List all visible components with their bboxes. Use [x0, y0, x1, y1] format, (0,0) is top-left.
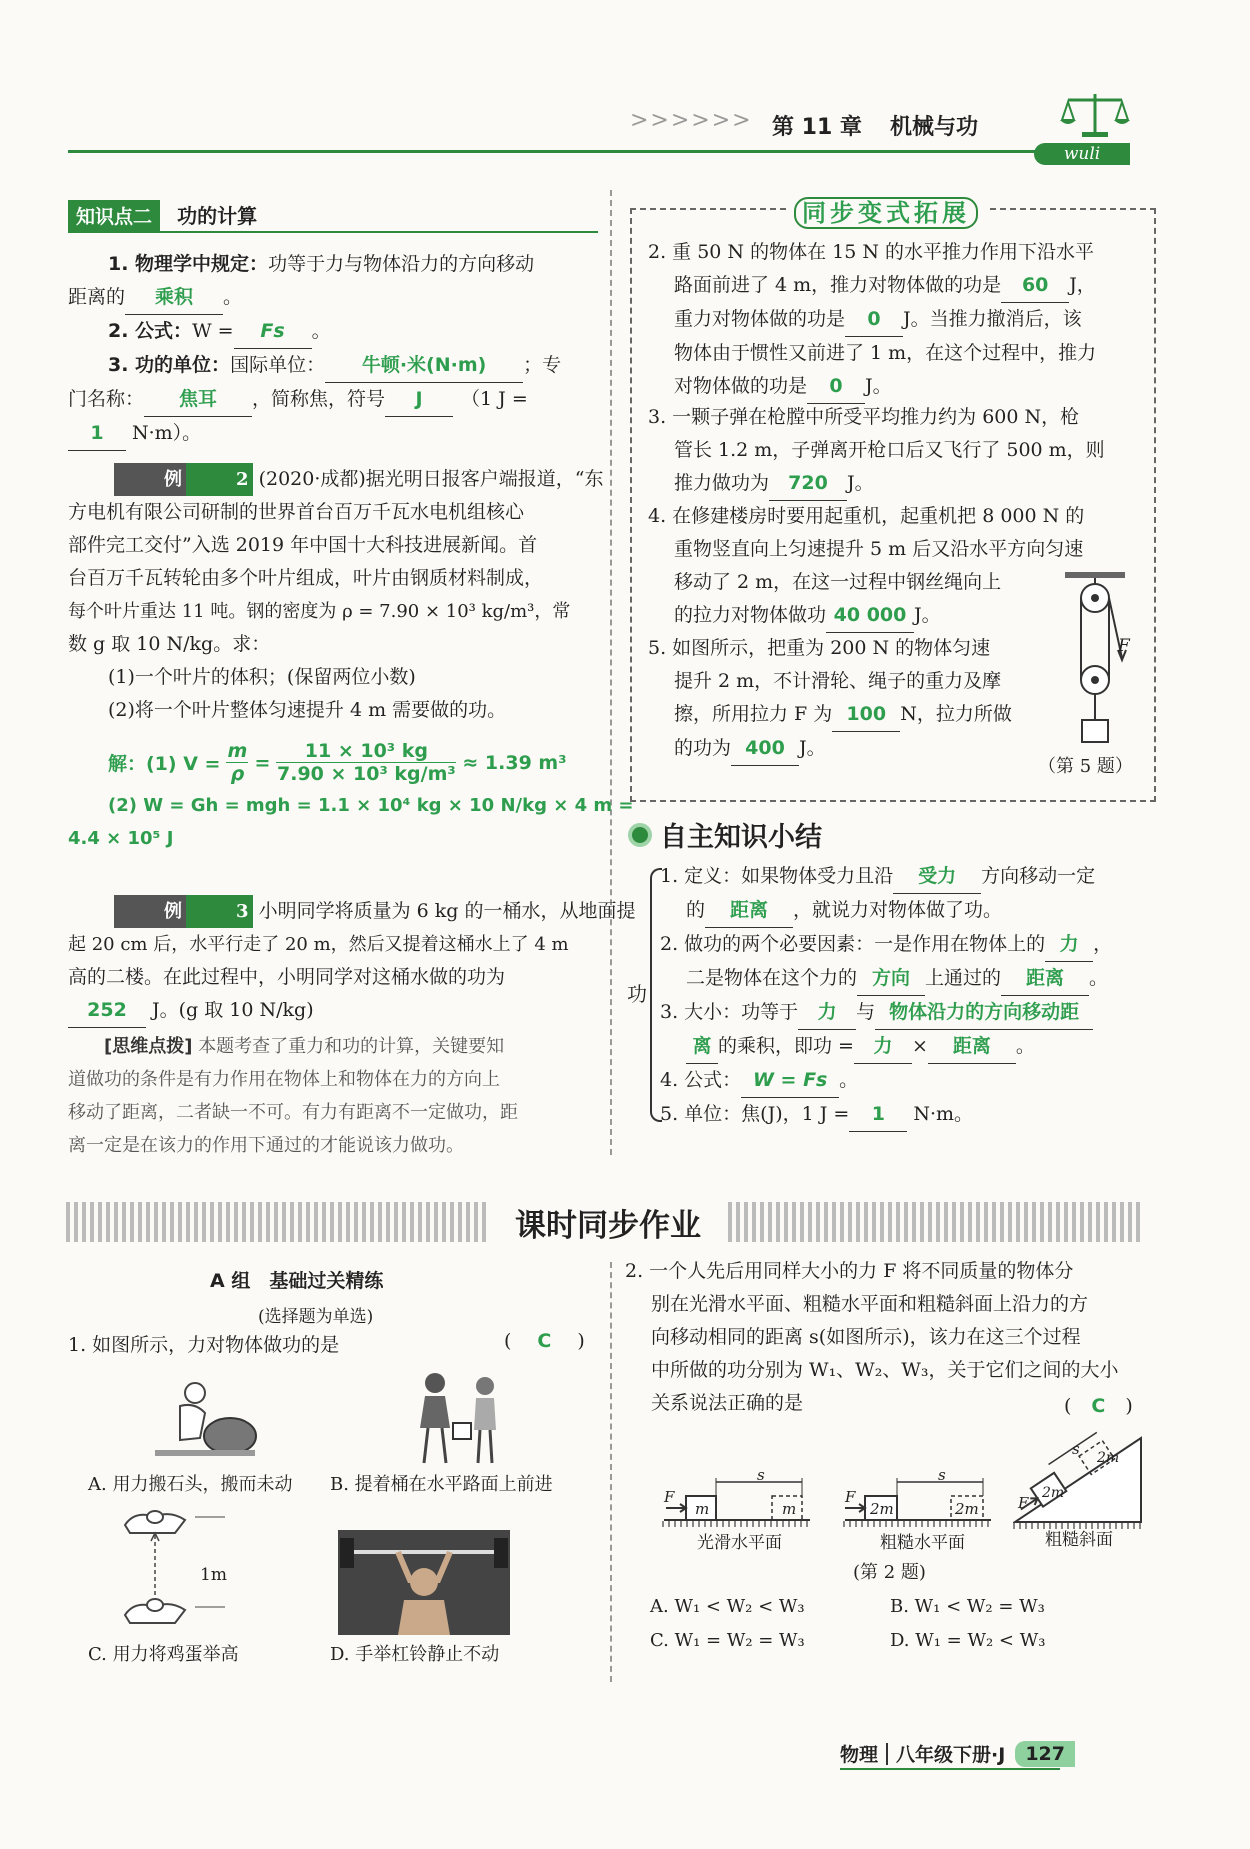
example-2 [68, 463, 604, 727]
example-number: 2 [186, 463, 253, 496]
summary-answer: 受力 [893, 860, 981, 894]
q4-answer: 40 000 [826, 599, 914, 633]
p2-answer: Fs [234, 315, 312, 349]
q2-fig1-s: s [757, 1466, 765, 1484]
ex3-line: 高的二楼。在此过程中，小明同学对这桶水做的功为 [68, 966, 506, 988]
summary-answer: W = Fs [741, 1064, 839, 1098]
column-divider [610, 190, 612, 1155]
sol1-pre: 解：(1) V = [108, 753, 221, 775]
thinking-tip [68, 1030, 598, 1162]
q4-line: 的拉力对物体做功 [674, 604, 827, 626]
summary-answer: 力 [854, 1030, 912, 1064]
ex3-line: 起 20 cm 后，水平行走了 20 m，然后又提着这桶水上了 4 m [68, 934, 569, 955]
q2-fig1-m2: m [782, 1500, 797, 1518]
p3-answer2: 焦耳 [144, 383, 252, 417]
summary-text: 1. 定义：如果物体受力且沿 [660, 865, 894, 887]
footer [840, 1740, 1075, 1767]
homework-divider [610, 1262, 612, 1682]
paren-right: ) [1125, 1395, 1133, 1417]
tip-line: 本题考查了重力和功的计算，关键要知 [198, 1036, 505, 1057]
ex2-line: (1)一个叶片的体积；(保留两位小数) [108, 666, 416, 688]
q2-answer2: 0 [845, 303, 903, 337]
hw-q2-answer-slot [1064, 1395, 1133, 1417]
q1-option-c: C. 用力将鸡蛋举高 [88, 1644, 239, 1665]
q2-line-end: J， [1069, 274, 1096, 296]
hw-q2-line: 别在光滑水平面、粗糙水平面和粗糙斜面上沿力的方 [651, 1293, 1089, 1315]
ex2-line: 方电机有限公司研制的世界首台百万千瓦水电机组核心 [68, 501, 525, 523]
q3-line: 3. 一颗子弹在枪膛中所受平均推力约为 600 N，枪 [648, 406, 1080, 428]
q1-option-a: A. 用力搬石头，搬而未动 [88, 1474, 293, 1495]
summary-text: ，就说力对物体做了功。 [793, 899, 1003, 921]
q2-fig2-label: 粗糙水平面 [880, 1533, 965, 1553]
q2-line: 物体由于惯性又前进了 1 m，在这个过程中，推力 [674, 342, 1097, 364]
summary-text: 。 [1089, 967, 1109, 989]
q2-caption: (第 2 题) [853, 1562, 926, 1583]
paren-left: ( [1064, 1395, 1072, 1417]
q2-fig3-2m-b: 2m [1097, 1450, 1120, 1466]
p3-answer1: 牛顿·米(N·m) [325, 349, 523, 383]
variant-q3 [648, 401, 1148, 501]
q5-caption: （第 5 题） [1038, 756, 1133, 777]
ex3-answer: 252 [68, 994, 146, 1028]
summary-icon [628, 823, 652, 847]
tip-line: 移动了距离，二者缺一不可。有力有距离不一定做功，距 [68, 1102, 518, 1123]
example-label: 例 [114, 895, 186, 928]
summary-text: 4. 公式： [660, 1069, 742, 1091]
variant-q5 [648, 632, 1068, 766]
frac1-top: m [227, 740, 248, 762]
summary-text: ， [1093, 933, 1113, 955]
summary-text: 与 [856, 1001, 876, 1023]
summary-text: 。 [1015, 1035, 1035, 1057]
group-a-title: A 组 基础过关精练 [210, 1270, 384, 1292]
q2-fig1-label: 光滑水平面 [697, 1533, 782, 1553]
p3-answer4: 1 [68, 417, 126, 451]
header-rule [68, 150, 1068, 153]
summary-answer: 物体沿力的方向移动距 [875, 996, 1093, 1030]
p3-lead: 3. 功的单位： [108, 354, 231, 376]
p1-lead: 1. 物理学中规定： [108, 253, 269, 275]
tip-label: [思维点拨] [104, 1036, 193, 1057]
summary-heading [628, 815, 822, 854]
q2-option-c: C. W₁ = W₂ = W₃ [650, 1630, 805, 1651]
sol1-result: ≈ 1.39 m³ [462, 751, 567, 774]
frac2-bot: 7.90 × 10³ kg/m³ [277, 763, 456, 785]
variant-title-text: 同步变式拓展 [794, 197, 978, 229]
p2-end: 。 [311, 320, 331, 342]
ex2-solution-2b: 4.4 × 10⁵ J [68, 828, 174, 849]
header-title: 机械与功 [890, 115, 979, 140]
frac2 [276, 740, 456, 785]
q2-line-end: J。当推力撤消后，该 [903, 308, 1082, 330]
frac1-bot: ρ [230, 763, 245, 785]
p3-l3: N·m）。 [132, 422, 202, 444]
q4-line-end: J。 [914, 604, 941, 626]
hw-q2-line: 向移动相同的距离 s(如图所示)，该力在这三个过程 [651, 1326, 1081, 1348]
pulley-figure [1060, 570, 1140, 754]
q2-fig2-2m: 2m [870, 1500, 894, 1518]
q3-answer: 720 [769, 467, 847, 501]
example-3 [68, 895, 636, 1028]
q2-line-end: J。 [865, 375, 892, 397]
knowledge-points [68, 248, 598, 451]
q2-line: 2. 重 50 N 的物体在 15 N 的水平推力作用下沿水平 [648, 241, 1095, 263]
p1-answer: 乘积 [125, 281, 223, 315]
header-chevrons: >>>>>> [630, 108, 753, 133]
q2-option-d: D. W₁ = W₂ < W₃ [890, 1630, 1046, 1651]
q1-fig-d [338, 1530, 510, 1635]
q4-line: 移动了 2 m，在这一过程中钢丝绳向上 [674, 571, 1002, 593]
summary-answer: 力 [798, 996, 856, 1030]
q2-fig1-m: m [695, 1500, 710, 1518]
section-heading [68, 200, 598, 233]
ex2-line: 数 g 取 10 N/kg。求： [68, 633, 271, 655]
ex2-line: (2)将一个叶片整体匀速提升 4 m 需要做的功。 [108, 699, 507, 721]
tip-line: 道做功的条件是有力作用在物体上和物体在力的方向上 [68, 1069, 500, 1090]
summary-text: N·m。 [913, 1103, 974, 1125]
summary-answer: 距离 [1001, 962, 1089, 996]
footer-page: 127 [1015, 1741, 1075, 1767]
hw-q2-line: 2. 一个人先后用同样大小的力 F 将不同质量的物体分 [625, 1260, 1074, 1282]
q1-fig-a [150, 1378, 260, 1462]
q2-line: 对物体做的功是 [674, 375, 808, 397]
banner-stripes-right [728, 1202, 1144, 1242]
hw-q2-answer: C [1091, 1395, 1106, 1417]
ex2-line: 每个叶片重达 11 吨。钢的密度为 ρ = 7.90 × 10³ kg/m³，常 [68, 601, 571, 622]
hw-q2-line: 关系说法正确的是 [651, 1392, 804, 1414]
ex2-line: (2020·成都)据光明日报客户端报道，“东 [258, 468, 604, 490]
variant-box-title [786, 193, 986, 228]
q3-line: 管长 1.2 m，子弹离开枪口后又飞行了 500 m，则 [674, 439, 1105, 461]
q5-line: 提升 2 m，不计滑轮、绳子的重力及摩 [674, 670, 1002, 692]
section-title: 功的计算 [177, 204, 258, 228]
footer-grade: 八年级下册·J [896, 1744, 1006, 1766]
summary-title: 自主知识小结 [660, 822, 822, 853]
p2-pre: W = [192, 320, 234, 342]
q5-line: 5. 如图所示，把重为 200 N 的物体匀速 [648, 637, 991, 659]
tip-line: 离一定是在该力的作用下通过的才能说该力做功。 [68, 1135, 464, 1156]
scale-icon [1060, 90, 1130, 142]
q5-answer2: 400 [731, 732, 799, 766]
q2-fig3-label: 粗糙斜面 [1045, 1530, 1113, 1550]
p3-answer3: J [385, 383, 453, 417]
q1-option-b: B. 提着桶在水平路面上前进 [330, 1474, 553, 1495]
q2-line: 重力对物体做的功是 [674, 308, 846, 330]
q2-fig2-s: s [938, 1466, 946, 1484]
variant-q2 [648, 236, 1148, 404]
summary-text: 。 [839, 1069, 859, 1091]
q2-fig2-2m-b: 2m [955, 1500, 979, 1518]
paren-right: ) [577, 1330, 585, 1352]
p3-l2a: 门名称： [68, 388, 145, 410]
summary-text: × [911, 1035, 928, 1057]
summary-answer: 力 [1045, 928, 1093, 962]
summary-text: 上通过的 [925, 967, 1002, 989]
q4-line: 4. 在修建楼房时要用起重机，起重机把 8 000 N 的 [648, 505, 1085, 527]
footer-rule [840, 1768, 1060, 1770]
p1-text2: 距离的 [68, 286, 126, 308]
q4-line: 重物竖直向上匀速提升 5 m 后又沿水平方向匀速 [674, 538, 1084, 560]
q5-line: 擦，所用拉力 F 为 [674, 703, 833, 725]
q2-fig2-force: F [845, 1488, 856, 1506]
paren-left: ( [504, 1330, 512, 1352]
q2-fig3-s: s [1072, 1440, 1080, 1458]
q2-answer1: 60 [1001, 269, 1069, 303]
sol1-eq: = [254, 751, 271, 774]
q2-answer3: 0 [807, 370, 865, 404]
summary-side-label: 功 [627, 982, 647, 1006]
frac1 [226, 740, 248, 785]
q2-option-b: B. W₁ < W₂ = W₃ [890, 1596, 1045, 1617]
q1-fig-b [400, 1368, 520, 1472]
ex2-line: 台百万千瓦转轮由多个叶片组成，叶片由钢质材料制成， [68, 567, 544, 589]
pulley-force-label: F [1118, 636, 1130, 656]
example-number: 3 [186, 895, 253, 928]
q5-line-end: J。 [799, 737, 826, 759]
p1-text: 功等于力与物体沿力的方向移动 [268, 253, 535, 275]
summary-answer: 距离 [928, 1030, 1016, 1064]
ex2-solution-1 [108, 740, 567, 785]
q2-fig3-force: F [1018, 1494, 1029, 1512]
summary-text: 的乘积，即功 = [718, 1035, 854, 1057]
summary-text: 3. 大小：功等于 [660, 1001, 799, 1023]
q3-line-end: J。 [847, 472, 874, 494]
q1-answer-slot [504, 1330, 585, 1352]
q3-line: 推力做功为 [674, 472, 770, 494]
frac2-top: 11 × 10³ kg [304, 740, 428, 762]
q5-line-end: N，拉力所做 [900, 703, 1012, 725]
section-tag: 知识点二 [68, 200, 160, 231]
example-label: 例 [114, 463, 186, 496]
q5-line: 的功为 [674, 737, 732, 759]
p3-mid: ；专 [523, 354, 562, 376]
ex3-line: 小明同学将质量为 6 kg 的一桶水，从地面提 [258, 900, 636, 922]
summary-list [660, 860, 1160, 1132]
summary-answer: 方向 [857, 962, 925, 996]
hw-q2-line: 中所做的功分别为 W₁、W₂、W₃，关于它们之间的大小 [651, 1359, 1119, 1381]
header-chapter: 第 11 章 [772, 115, 862, 140]
p2-lead: 2. 公式： [108, 320, 193, 342]
homework-banner: 课时同步作业 [515, 1208, 701, 1244]
ex2-line: 部件完工交付”入选 2019 年中国十大科技进展新闻。首 [68, 534, 538, 556]
q2-fig1-force: F [664, 1488, 675, 1506]
banner-stripes-left [66, 1202, 486, 1242]
footer-subject: 物理 [840, 1744, 879, 1766]
summary-text: 2. 做功的两个必要因素：一是作用在物体上的 [660, 933, 1046, 955]
p3-l2b: ，简称焦，符号 [252, 388, 386, 410]
q1-option-d: D. 手举杠铃静止不动 [330, 1644, 500, 1665]
q1-stem [68, 1330, 598, 1357]
p1-end: 。 [223, 286, 243, 308]
q1-stem-text: 1. 如图所示，力对物体做功的是 [68, 1334, 340, 1356]
summary-answer: 距离 [705, 894, 793, 928]
p3-l2c: （1 J = [461, 388, 528, 410]
summary-text: 二是物体在这个力的 [686, 967, 858, 989]
footer-divider [886, 1743, 888, 1765]
q1-height-label: 1m [200, 1565, 227, 1585]
ex3-end: J。(g 取 10 N/kg) [152, 999, 314, 1021]
summary-answer: 离 [686, 1030, 718, 1064]
group-a-note: (选择题为单选) [258, 1307, 374, 1327]
summary-text: 方向移动一定 [981, 865, 1096, 887]
q2-fig3-2m: 2m [1042, 1485, 1065, 1501]
p3-pre: 国际单位： [230, 354, 326, 376]
ex2-solution-2: (2) W = Gh = mgh = 1.1 × 10⁴ kg × 10 N/kg × 4 m = [108, 795, 634, 816]
summary-text: 的 [686, 899, 706, 921]
summary-text: 5. 单位：焦(J)，1 J = [660, 1103, 850, 1125]
q5-answer1: 100 [832, 698, 900, 732]
q2-option-a: A. W₁ < W₂ < W₃ [650, 1596, 805, 1617]
summary-answer: 1 [849, 1098, 907, 1132]
q1-answer: C [537, 1330, 552, 1352]
header-brand: wuli [1034, 143, 1130, 165]
q2-line: 路面前进了 4 m，推力对物体做的功是 [674, 274, 1002, 296]
